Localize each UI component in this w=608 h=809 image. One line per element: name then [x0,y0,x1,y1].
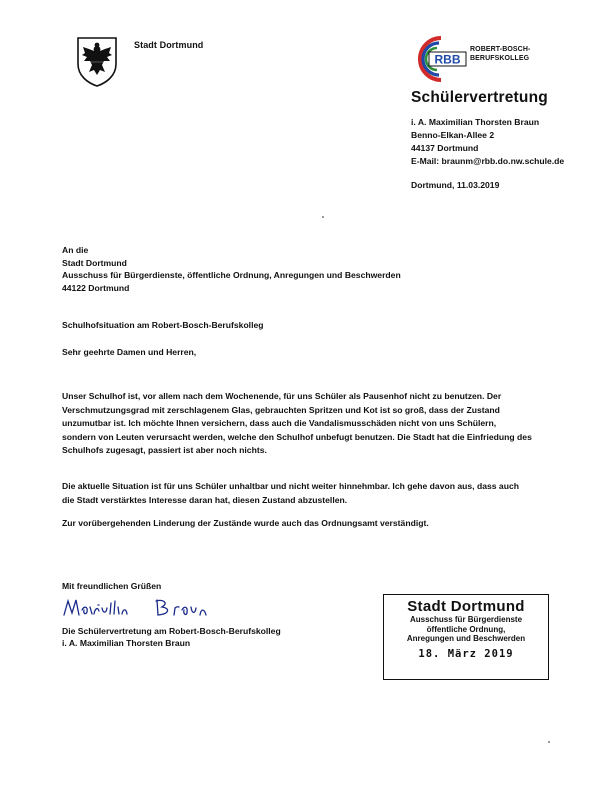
sender-name: i. A. Maximilian Thorsten Braun [411,117,540,127]
sender-street: Benno-Elkan-Allee 2 [411,130,495,140]
stamp-date: 18. März 2019 [418,647,514,660]
recipient-line1: An die [62,245,89,255]
stamp-line3: Anregungen und Beschwerden [406,634,526,644]
recipient-line3: Ausschuss für Bürgerdienste, öffentliche Ordnung, Anregungen und Beschwerden [62,270,401,280]
handwritten-signature [62,595,232,621]
letter-subject: Schulhofsituation am Robert-Bosch-Berufskolleg [62,320,264,330]
sender-email: E-Mail: braunm@rbb.do.nw.schule.de [411,156,565,166]
stamp-line2: öffentliche Ordnung, [426,624,506,634]
body-paragraph-1: Unser Schulhof ist, vor allem nach dem Wochenende, für uns Schüler als Pausenhof nicht zu benutzen. Der Verschmutzungsgrad mit zerschlagenem Glas, gebrauchten Spritzen und Kot ist so groß, dass der Zustand unzumutbar ist. Ich möchte Ihnen versichern, dass auch die Vandalismusschäden nicht von uns Schülern, sondern von Leuten verursacht werden, welche den Schulhof unbefugt benutzen. Die Stadt hat die Einfriedung des Schulhofs zugesagt, passiert ist aber noch nichts. [62,391,532,455]
school-name-line2: BERUFSKOLLEG [470,55,530,62]
body-paragraph-3: Zur vorübergehenden Linderung der Zustände wurde auch das Ordnungsamt verständigt. [62,518,429,528]
sender-city: 44137 Dortmund [411,143,479,153]
organization-title: Schülervertretung [411,89,548,106]
recipient-line2: Stadt Dortmund [62,257,127,268]
receipt-stamp [383,594,549,680]
rbb-school-logo [411,34,467,84]
recipient-line4: 44122 Dortmund [62,282,130,293]
stamp-line1: Ausschuss für Bürgerdienste [409,615,523,624]
school-name-line1: ROBERT-BOSCH- [470,46,531,53]
city-label: Stadt Dortmund [134,40,204,50]
dortmund-eagle-crest-icon [74,34,120,88]
signature-block [62,626,281,649]
stamp-title: Stadt Dortmund [407,598,525,615]
recipient-address [62,244,401,294]
scan-speck [548,741,550,743]
salutation: Sehr geehrte Damen und Herren, [62,347,197,357]
svg-text:RBB: RBB [434,52,461,67]
school-name [470,45,530,63]
signature-org: Die Schülervertretung am Robert-Bosch-Berufskolleg [62,626,281,636]
sender-address [411,116,564,168]
letter-date: Dortmund, 11.03.2019 [411,180,500,190]
signature-name: i. A. Maximilian Thorsten Braun [62,637,191,648]
scan-speck [322,216,324,218]
closing-phrase: Mit freundlichen Grüßen [62,581,162,591]
body-paragraph-2: Die aktuelle Situation ist für uns Schüler unhaltbar und nicht weiter hinnehmbar. Ich gehe davon aus, dass auch die Stadt verstärktes Interesse daran hat, diesen Zustand abzustellen. [62,481,519,505]
